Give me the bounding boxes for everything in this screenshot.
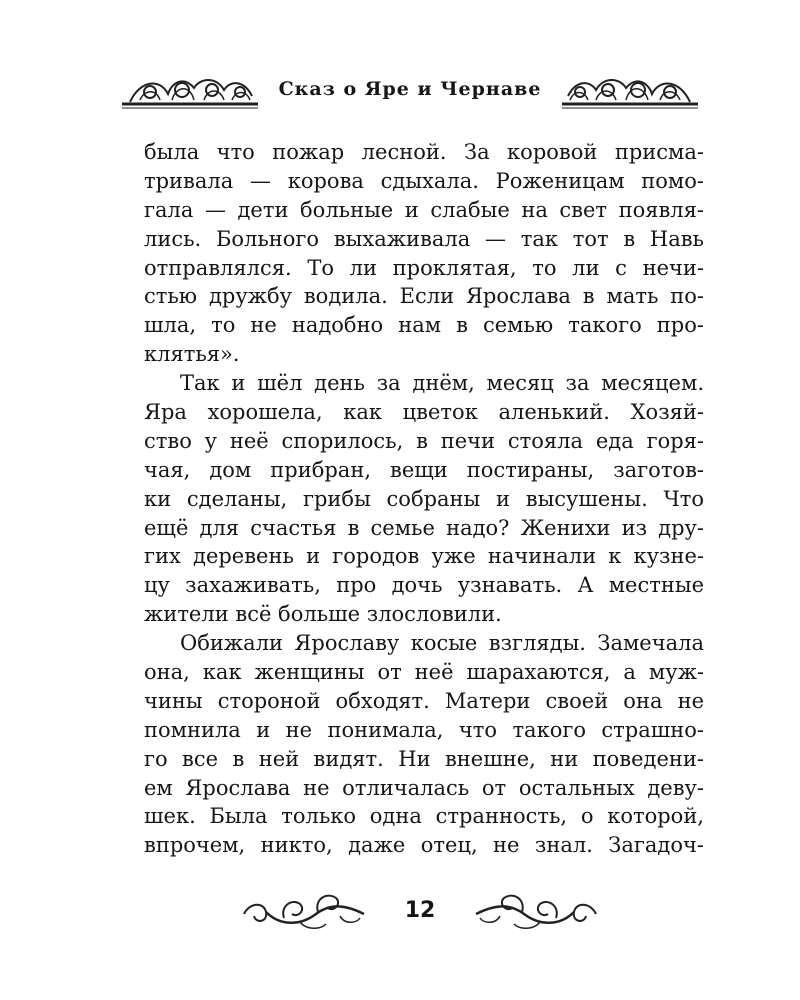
text-line: отправлялся. То ли проклятая, то ли с нечи- bbox=[144, 255, 704, 280]
text-line: ем Ярослава не отличалась от остальных деву- bbox=[144, 775, 704, 800]
text-line: цу захаживать, про дочь узнавать. А местные bbox=[144, 573, 704, 598]
page-footer bbox=[240, 888, 600, 938]
text-line: чая, дом прибран, вещи постираны, заготов- bbox=[144, 457, 704, 482]
text-line: Так и шёл день за днём, месяц за месяцем. bbox=[180, 371, 704, 396]
text-line: жители всё больше злословили. bbox=[144, 602, 502, 627]
text-line: Обижали Ярославу косые взгляды. Замечала bbox=[180, 631, 704, 656]
flourish-right-icon bbox=[470, 888, 600, 942]
flourish-left-icon bbox=[240, 888, 370, 942]
running-title: Сказ о Яре и Чернаве bbox=[278, 78, 542, 100]
text-line: клятья». bbox=[144, 342, 240, 367]
text-line: она, как женщины от неё шарахаются, а муж- bbox=[144, 660, 704, 685]
text-line: шла, то не надобно нам в семью такого про- bbox=[144, 313, 704, 338]
text-line: впрочем, никто, даже отец, не знал. Загадоч- bbox=[144, 833, 704, 858]
text-line: лись. Больного выхаживала — так тот в Навь bbox=[144, 226, 704, 251]
text-line: ки сделаны, грибы собраны и высушены. Что bbox=[144, 486, 704, 511]
text-line: помнила и не понимала, что такого страшно- bbox=[144, 717, 704, 742]
floral-ornament-right-icon bbox=[560, 70, 700, 114]
text-line: была что пожар лесной. За коровой присма- bbox=[144, 140, 704, 164]
text-line: ещё для счастья в семье надо? Женихи из дру- bbox=[144, 515, 704, 540]
floral-ornament-left-icon bbox=[120, 70, 260, 114]
text-line: тривала — корова сдыхала. Роженицам помо- bbox=[144, 168, 704, 193]
text-line: гала — дети больные и слабые на свет появля- bbox=[144, 197, 704, 222]
text-line: чины стороной обходят. Матери своей она не bbox=[144, 688, 704, 713]
text-line: го все в ней видят. Ни внешне, ни поведени- bbox=[144, 746, 704, 771]
text-line: гих деревень и городов уже начинали к кузне- bbox=[144, 544, 704, 569]
page-number: 12 bbox=[404, 898, 436, 923]
text-line: стью дружбу водила. Если Ярослава в мать по- bbox=[144, 284, 704, 309]
page-header bbox=[120, 70, 700, 114]
text-line: Яра хорошела, как цветок аленький. Хозяй- bbox=[144, 400, 704, 425]
text-line: шек. Была только одна странность, о которой, bbox=[144, 804, 704, 829]
body-text bbox=[144, 138, 704, 860]
text-line: ство у неё спорилось, в печи стояла еда горя- bbox=[144, 428, 704, 453]
